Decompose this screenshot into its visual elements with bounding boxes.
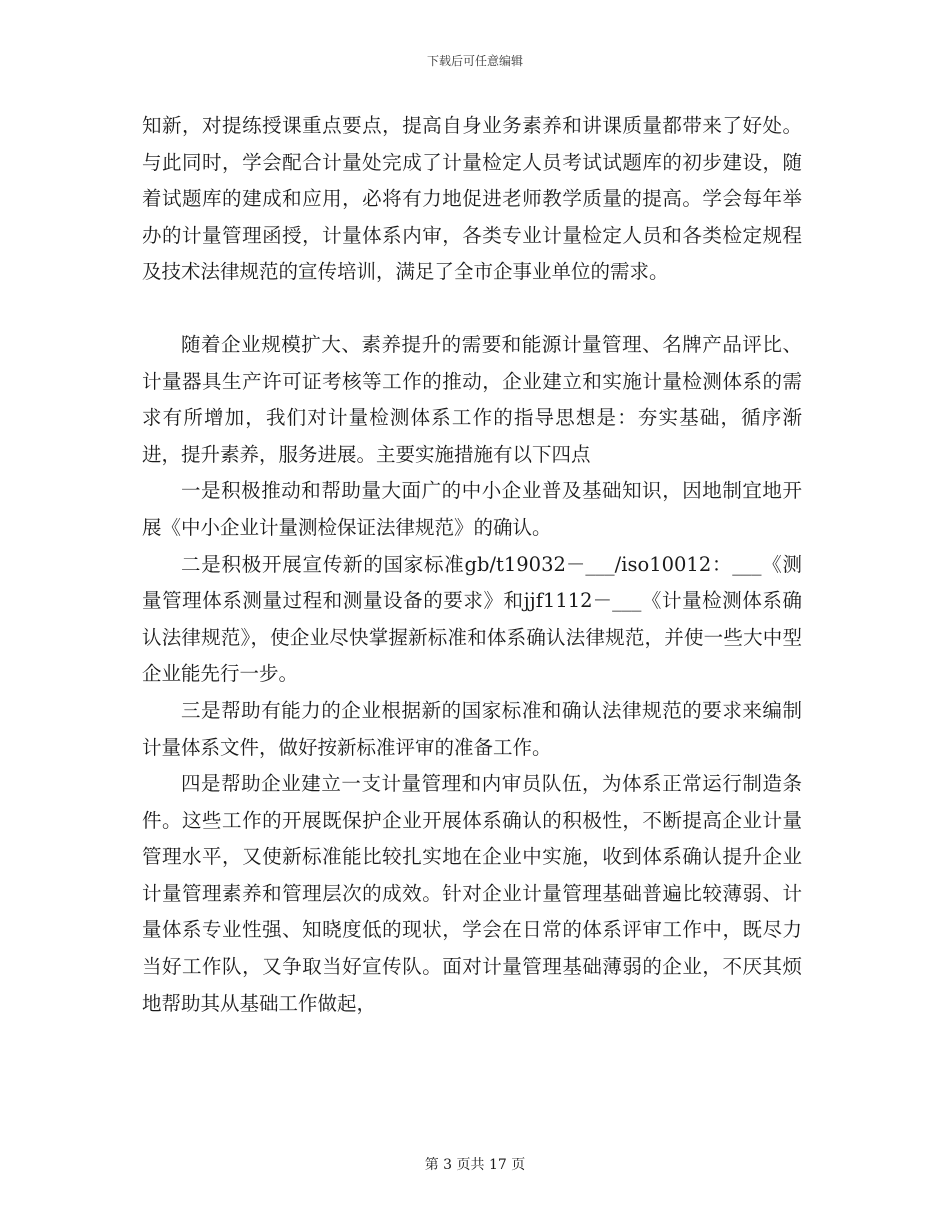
page-number: 第 3 页共 17 页 (424, 1157, 526, 1173)
document-body (142, 108, 802, 1022)
page-header: 下载后可任意编辑 (426, 54, 523, 68)
paragraph-point-four: 四是帮助企业建立一支计量管理和内审员队伍，为体系正常运行制造条件。这些工作的开展既保护企业开展体系确认的积极性，不断提高企业计量管理水平，又使新标准能比较扎实地在企业中实施，收到体系确认提升企业计量管理素养和管理层次的成效。针对企业计量管理基础普遍比较薄弱、计量体系专业性强、知晓度低的现状，学会在日常的体系评审工作中，既尽力当好工作队，又争取当好宣传队。面对计量管理基础薄弱的企业，不厌其烦地帮助其从基础工作做起， (142, 772, 802, 1015)
paragraph-system-intro: 随着企业规模扩大、素养提升的需要和能源计量管理、名牌产品评比、计量器具生产许可证考核等工作的推动，企业建立和实施计量检测体系的需求有所增加，我们对计量检测体系工作的指导思想是：夯实基础，循序渐进，提升素养，服务进展。主要实施措施有以下四点 (142, 332, 802, 466)
paragraph-point-two: 二是积极开展宣传新的国家标准gb/t19032－___/iso10012：___《测量管理体系测量过程和测量设备的要求》和jjf1112－___《计量检测体系确认法律规范》，使企业尽快掌握新标准和体系确认法律规范，并使一些大中型企业能先行一步。 (142, 552, 802, 686)
paragraph-continuation: 知新，对提练授课重点要点，提高自身业务素养和讲课质量都带来了好处。与此同时，学会配合计量处完成了计量检定人员考试试题库的初步建设，随着试题库的建成和应用，必将有力地促进老师教学质量的提高。学会每年举办的计量管理函授，计量体系内审，各类专业计量检定人员和各类检定规程及技术法律规范的宣传培训，满足了全市企事业单位的需求。 (142, 114, 802, 284)
paragraph-point-one: 一是积极推动和帮助量大面广的中小企业普及基础知识，因地制宜地开展《中小企业计量测检保证法律规范》的确认。 (142, 479, 802, 539)
paragraph-point-three: 三是帮助有能力的企业根据新的国家标准和确认法律规范的要求来编制计量体系文件，做好按新标准评审的准备工作。 (142, 698, 802, 759)
paragraph-gap (142, 291, 802, 327)
